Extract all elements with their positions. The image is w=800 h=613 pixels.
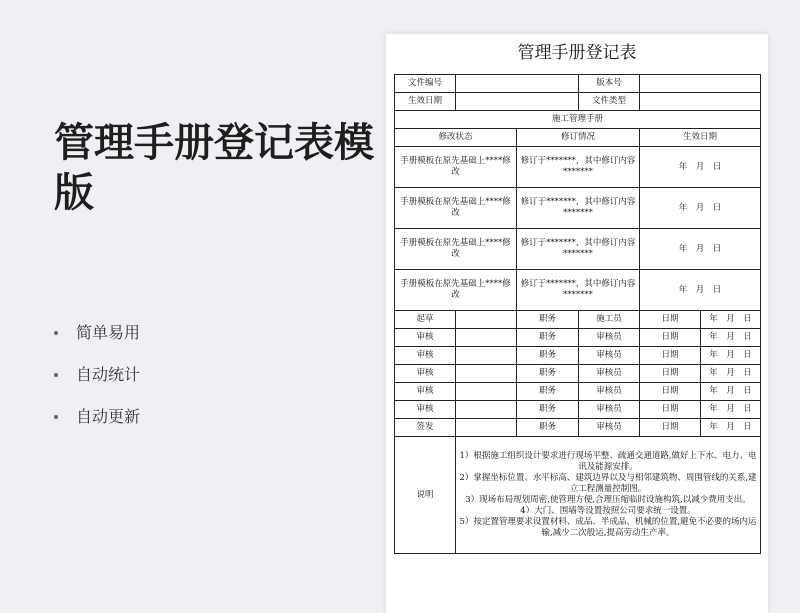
- mod-status-cell: 手册模板在原先基础上****修改: [395, 188, 517, 229]
- mod-header-row: [395, 129, 761, 147]
- notes-row: [395, 437, 761, 554]
- register-table: [394, 74, 761, 554]
- note-item: 1）根据施工组织设计要求进行现场平整、疏通交通道路,做好上下水、电力、电讯及能源安排。: [459, 451, 757, 472]
- revision-cell: 修订于*******，其中修订内容*******: [517, 229, 640, 270]
- promo-title: 管理手册登记表模版: [54, 120, 374, 216]
- post-label: 职务: [517, 419, 579, 437]
- post-value: 施工员: [579, 311, 640, 329]
- signoff-role: 审核: [395, 401, 456, 419]
- post-value: 审核员: [579, 365, 640, 383]
- feature-label: 自动统计: [76, 365, 141, 384]
- signoff-role: 签发: [395, 419, 456, 437]
- date-label: 日期: [640, 383, 701, 401]
- date-value: 年 月 日: [701, 311, 761, 329]
- feature-label: 自动更新: [76, 407, 141, 426]
- post-value: 审核员: [579, 401, 640, 419]
- signoff-name: [456, 311, 517, 329]
- signoff-row: [395, 419, 761, 437]
- date-value: 年 月 日: [701, 401, 761, 419]
- feature-item: [54, 396, 140, 438]
- note-item: 3）现场布局规划周密,使管理方便,合理压缩临时设施构筑,以减少费用支出。: [465, 495, 751, 505]
- file-type-value: [640, 93, 761, 111]
- signoff-role: 审核: [395, 329, 456, 347]
- mod-status-header: 修改状态: [395, 129, 517, 147]
- note-item: 4）大门、围墙等设置按照公司要求统一设置。: [520, 506, 696, 516]
- document-preview: [386, 34, 768, 613]
- section-title-row: [395, 111, 761, 129]
- notes-label: 说明: [395, 437, 456, 554]
- mod-date-cell: 年 月 日: [640, 229, 761, 270]
- mod-status-cell: 手册模板在原先基础上****修改: [395, 270, 517, 311]
- file-type-label: 文件类型: [579, 93, 640, 111]
- post-value: 审核员: [579, 347, 640, 365]
- mod-row: [395, 270, 761, 311]
- bullet-dot-icon: [54, 373, 58, 377]
- mod-row: [395, 147, 761, 188]
- signoff-role: 审核: [395, 365, 456, 383]
- feature-list: [54, 312, 140, 438]
- bullet-dot-icon: [54, 331, 58, 335]
- revision-cell: 修订于*******，其中修订内容*******: [517, 270, 640, 311]
- revision-header: 修订情况: [517, 129, 640, 147]
- file-no-label: 文件编号: [395, 75, 456, 93]
- revision-cell: 修订于*******，其中修订内容*******: [517, 147, 640, 188]
- date-label: 日期: [640, 401, 701, 419]
- effective-date-value: [456, 93, 579, 111]
- mod-status-cell: 手册模板在原先基础上****修改: [395, 229, 517, 270]
- section-title: 施工管理手册: [395, 111, 761, 129]
- mod-date-cell: 年 月 日: [640, 147, 761, 188]
- date-value: 年 月 日: [701, 365, 761, 383]
- date-label: 日期: [640, 329, 701, 347]
- signoff-row: [395, 383, 761, 401]
- signoff-name: [456, 383, 517, 401]
- mod-date-cell: 年 月 日: [640, 188, 761, 229]
- post-label: 职务: [517, 311, 579, 329]
- date-value: 年 月 日: [701, 329, 761, 347]
- date-value: 年 月 日: [701, 347, 761, 365]
- signoff-name: [456, 419, 517, 437]
- mod-row: [395, 188, 761, 229]
- feature-item: [54, 354, 140, 396]
- note-item: 5）按定置管理要求设置材料、成品、半成品、机械的位置,避免不必要的场内运输,减少二次般运,提高劳动生产率。: [459, 517, 757, 538]
- signoff-row: [395, 329, 761, 347]
- signoff-name: [456, 365, 517, 383]
- version-value: [640, 75, 761, 93]
- date-label: 日期: [640, 347, 701, 365]
- date-label: 日期: [640, 365, 701, 383]
- mod-status-cell: 手册模板在原先基础上****修改: [395, 147, 517, 188]
- feature-label: 简单易用: [76, 323, 141, 342]
- signoff-role: 起草: [395, 311, 456, 329]
- note-item: 2）掌握坐标位置、水平标高、建筑边界以及与相邻建筑物、周围管线的关系,建立工程测量控制图。: [459, 473, 757, 494]
- header-row: [395, 75, 761, 93]
- signoff-name: [456, 347, 517, 365]
- signoff-row: [395, 365, 761, 383]
- file-no-value: [456, 75, 579, 93]
- feature-item: [54, 312, 140, 354]
- date-label: 日期: [640, 311, 701, 329]
- post-label: 职务: [517, 401, 579, 419]
- document-title: 管理手册登记表: [517, 43, 637, 63]
- post-label: 职务: [517, 329, 579, 347]
- post-label: 职务: [517, 383, 579, 401]
- effective-date-header: 生效日期: [640, 129, 761, 147]
- post-value: 审核员: [579, 329, 640, 347]
- post-label: 职务: [517, 347, 579, 365]
- signoff-row: [395, 401, 761, 419]
- signoff-row: [395, 347, 761, 365]
- notes-content: [456, 437, 761, 554]
- header-row: [395, 93, 761, 111]
- signoff-role: 审核: [395, 383, 456, 401]
- post-label: 职务: [517, 365, 579, 383]
- effective-date-label: 生效日期: [395, 93, 456, 111]
- version-label: 版本号: [579, 75, 640, 93]
- signoff-row: [395, 311, 761, 329]
- signoff-name: [456, 401, 517, 419]
- post-value: 审核员: [579, 383, 640, 401]
- date-label: 日期: [640, 419, 701, 437]
- post-value: 审核员: [579, 419, 640, 437]
- signoff-name: [456, 329, 517, 347]
- bullet-dot-icon: [54, 415, 58, 419]
- signoff-role: 审核: [395, 347, 456, 365]
- date-value: 年 月 日: [701, 419, 761, 437]
- mod-date-cell: 年 月 日: [640, 270, 761, 311]
- mod-row: [395, 229, 761, 270]
- revision-cell: 修订于*******，其中修订内容*******: [517, 188, 640, 229]
- date-value: 年 月 日: [701, 383, 761, 401]
